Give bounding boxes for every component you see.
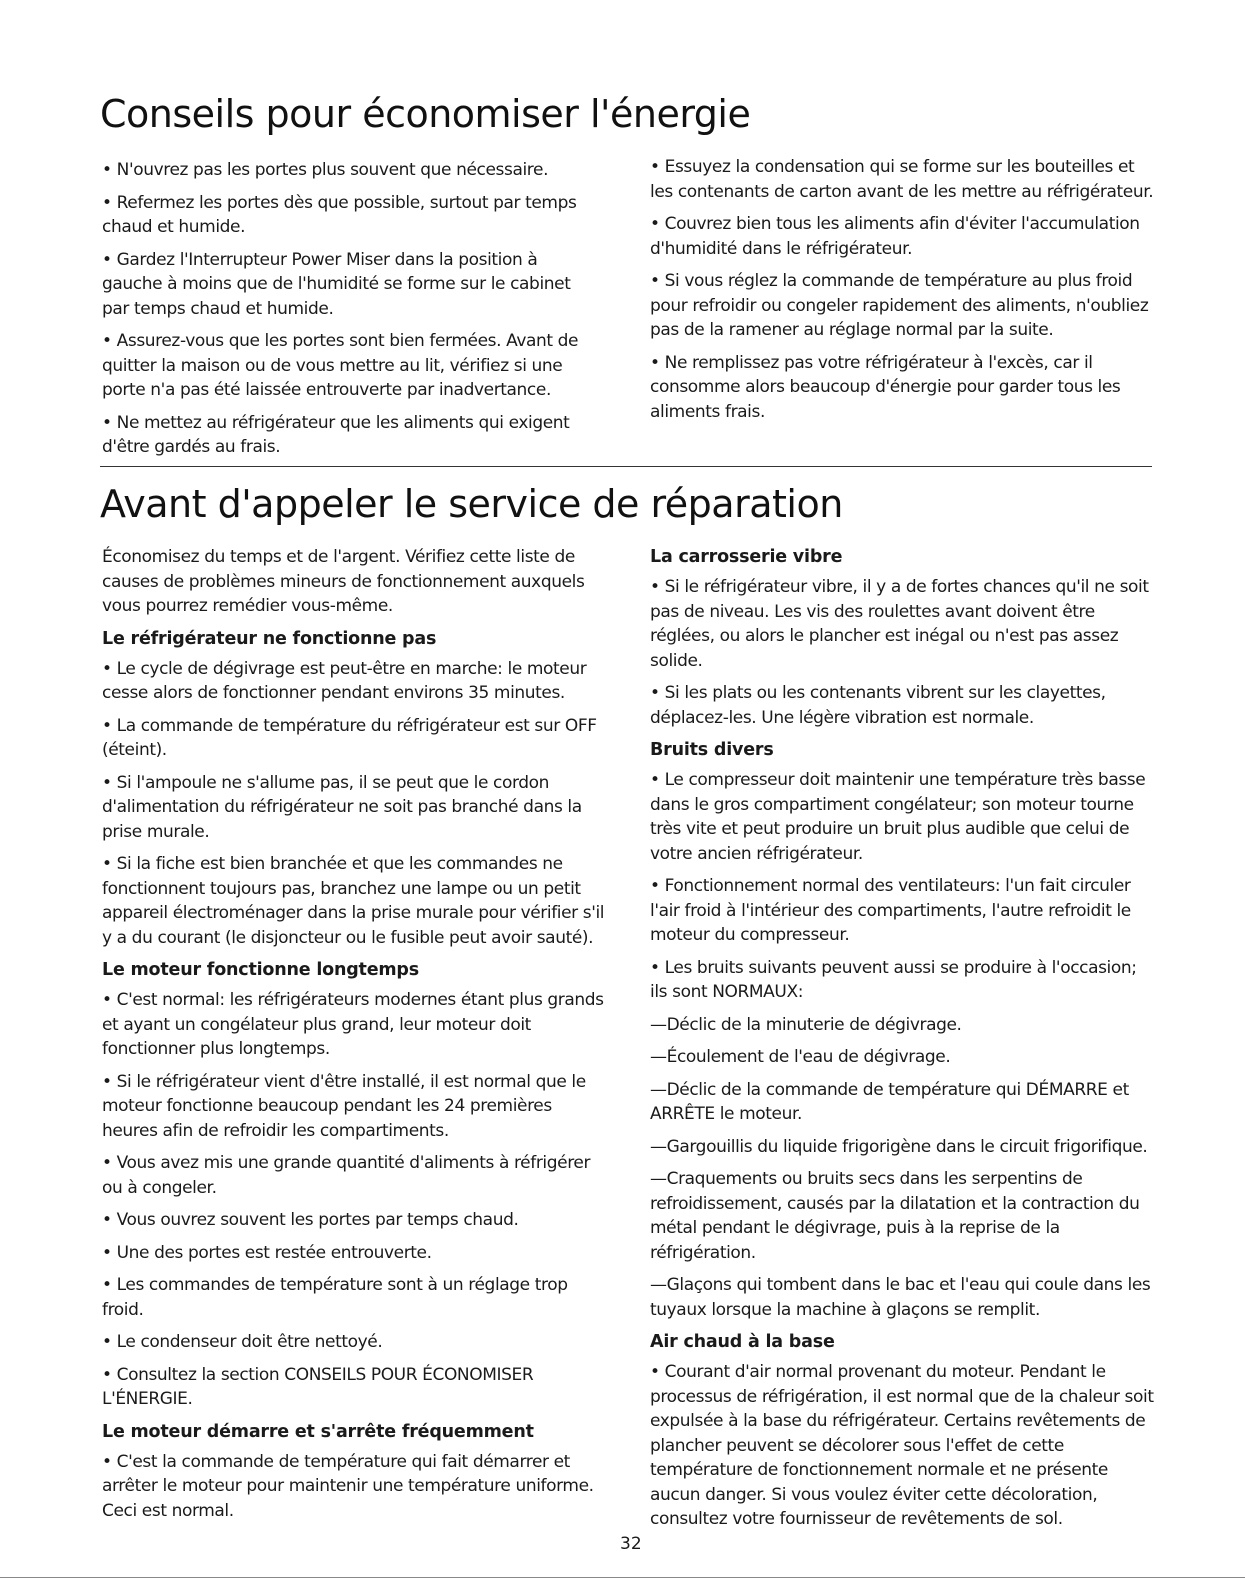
- list-item: —Glaçons qui tombent dans le bac et l'eau qui coule dans les tuyaux lorsque la machine à glaçons se remplit.: [650, 1275, 1151, 1320]
- list-item: • Courant d'air normal provenant du moteur. Pendant le processus de réfrigération, il est normal que de la chaleur soit expulsée à la base du réfrigérateur. Certains revêtements de plancher peuvent se décolorer sous l'effet de cette température de fonctionnement normale et ne présente aucun danger. Si vous voulez éviter cette décoloration, consultez votre fournisseur de revêtements de sol.: [650, 1362, 1154, 1529]
- energy-tips-title: Conseils pour économiser l'énergie: [100, 92, 751, 136]
- subsection-heading: Le réfrigérateur ne fonctionne pas: [102, 628, 437, 649]
- list-item: —Déclic de la minuterie de dégivrage.: [650, 1014, 962, 1035]
- list-item: • Gardez l'Interrupteur Power Miser dans la position à gauche à moins que de l'humidité se forme sur le cabinet par temps chaud et humide.: [102, 249, 571, 319]
- subsection-heading: Le moteur démarre et s'arrête fréquemment: [102, 1421, 534, 1442]
- list-item: • Refermez les portes dès que possible, surtout par temps chaud et humide.: [102, 192, 577, 237]
- troubleshooting-title: Avant d'appeler le service de réparation: [100, 482, 843, 526]
- list-item: • Le compresseur doit maintenir une température très basse dans le gros compartiment congélateur; son moteur tourne très vite et peut produire un bruit plus audible que celui de votre ancien réfrigérateur.: [650, 770, 1146, 864]
- list-item: • Si le réfrigérateur vibre, il y a de fortes chances qu'il ne soit pas de niveau. Les vis des roulettes avant doivent être réglées, ou alors le plancher est inégal ou n'est pas assez solide.: [650, 577, 1149, 671]
- list-item: • N'ouvrez pas les portes plus souvent que nécessaire.: [102, 160, 549, 180]
- list-item: • Ne remplissez pas votre réfrigérateur à l'excès, car il consomme alors beaucoup d'énergie pour garder tous les aliments frais.: [650, 352, 1121, 422]
- list-item: —Gargouillis du liquide frigorigène dans le circuit frigorifique.: [650, 1136, 1148, 1157]
- subsection-heading: La carrosserie vibre: [650, 547, 843, 567]
- list-item: • Couvrez bien tous les aliments afin d'éviter l'accumulation d'humidité dans le réfrigérateur.: [650, 214, 1140, 259]
- list-item: • Consultez la section CONSEILS POUR ÉCONOMISER L'ÉNERGIE.: [102, 1364, 534, 1409]
- section-divider: [100, 466, 1152, 467]
- list-item: • Si vous réglez la commande de température au plus froid pour refroidir ou congeler rapidement des aliments, n'oubliez pas de la ramener au réglage normal par la suite.: [650, 271, 1149, 340]
- list-item: • La commande de température du réfrigérateur est sur OFF (éteint).: [102, 715, 597, 760]
- intro-paragraph: Économisez du temps et de l'argent. Vérifiez cette liste de causes de problèmes mineurs de fonctionnement auxquels vous pourrez remédier vous-même.: [102, 547, 585, 616]
- energy-tips-right-column: [650, 155, 1155, 432]
- list-item: —Craquements ou bruits secs dans les serpentins de refroidissement, causés par la dilatation et la contraction du métal pendant le dégivrage, puis à la reprise de la réfrigération.: [650, 1169, 1140, 1263]
- subsection-heading: Bruits divers: [650, 740, 774, 760]
- list-item: • C'est la commande de température qui fait démarrer et arrêter le moteur pour maintenir une température uniforme. Ceci est normal.: [102, 1451, 594, 1521]
- list-item: • Une des portes est restée entrouverte.: [102, 1242, 432, 1263]
- page-bottom-edge: [0, 1577, 1245, 1578]
- page-number: 32: [620, 1534, 642, 1554]
- energy-tips-left-column: [102, 158, 602, 468]
- list-item: —Écoulement de l'eau de dégivrage.: [650, 1047, 951, 1067]
- list-item: • Si le réfrigérateur vient d'être installé, il est normal que le moteur fonctionne beaucoup pendant les 24 premières heures afin de refroidir les compartiments.: [102, 1071, 586, 1141]
- list-item: • Les bruits suivants peuvent aussi se produire à l'occasion; ils sont NORMAUX:: [650, 957, 1137, 1002]
- list-item: • C'est normal: les réfrigérateurs modernes étant plus grands et ayant un congélateur plus grand, leur moteur doit fonctionner plus longtemps.: [102, 990, 604, 1059]
- troubleshooting-left-column: [102, 545, 607, 1531]
- list-item: • Essuyez la condensation qui se forme sur les bouteilles et les contenants de carton avant de les mettre au réfrigérateur.: [650, 157, 1154, 202]
- list-item: • Ne mettez au réfrigérateur que les aliments qui exigent d'être gardés au frais.: [102, 412, 570, 457]
- list-item: • Les commandes de température sont à un réglage trop froid.: [102, 1275, 568, 1320]
- list-item: • Vous ouvrez souvent les portes par temps chaud.: [102, 1210, 519, 1230]
- list-item: • Si la fiche est bien branchée et que les commandes ne fonctionnent toujours pas, branchez une lampe ou un petit appareil électroménager dans la prise murale pour vérifier s'il y a du courant (le disjoncteur ou le fusible peut avoir sauté).: [102, 854, 605, 948]
- subsection-heading: Air chaud à la base: [650, 1332, 835, 1352]
- subsection-heading: Le moteur fonctionne longtemps: [102, 960, 419, 980]
- list-item: • Le condenseur doit être nettoyé.: [102, 1332, 383, 1352]
- list-item: • Si les plats ou les contenants vibrent sur les clayettes, déplacez-les. Une légère vibration est normale.: [650, 683, 1106, 728]
- list-item: • Le cycle de dégivrage est peut-être en marche: le moteur cesse alors de fonctionner pendant environs 35 minutes.: [102, 658, 587, 703]
- list-item: • Vous avez mis une grande quantité d'aliments à réfrigérer ou à congeler.: [102, 1153, 591, 1198]
- list-item: • Fonctionnement normal des ventilateurs: l'un fait circuler l'air froid à l'intérieur des compartiments, l'autre refroidit le moteur du compresseur.: [650, 876, 1131, 945]
- list-item: —Déclic de la commande de température qui DÉMARRE et ARRÊTE le moteur.: [650, 1079, 1129, 1124]
- list-item: • Si l'ampoule ne s'allume pas, il se peut que le cordon d'alimentation du réfrigérateur ne soit pas branché dans la prise murale.: [102, 772, 582, 842]
- list-item: • Assurez-vous que les portes sont bien fermées. Avant de quitter la maison ou de vous mettre au lit, vérifiez si une porte n'a pas été laissée entrouverte par inadvertance.: [102, 331, 579, 400]
- troubleshooting-right-column: [650, 543, 1155, 1540]
